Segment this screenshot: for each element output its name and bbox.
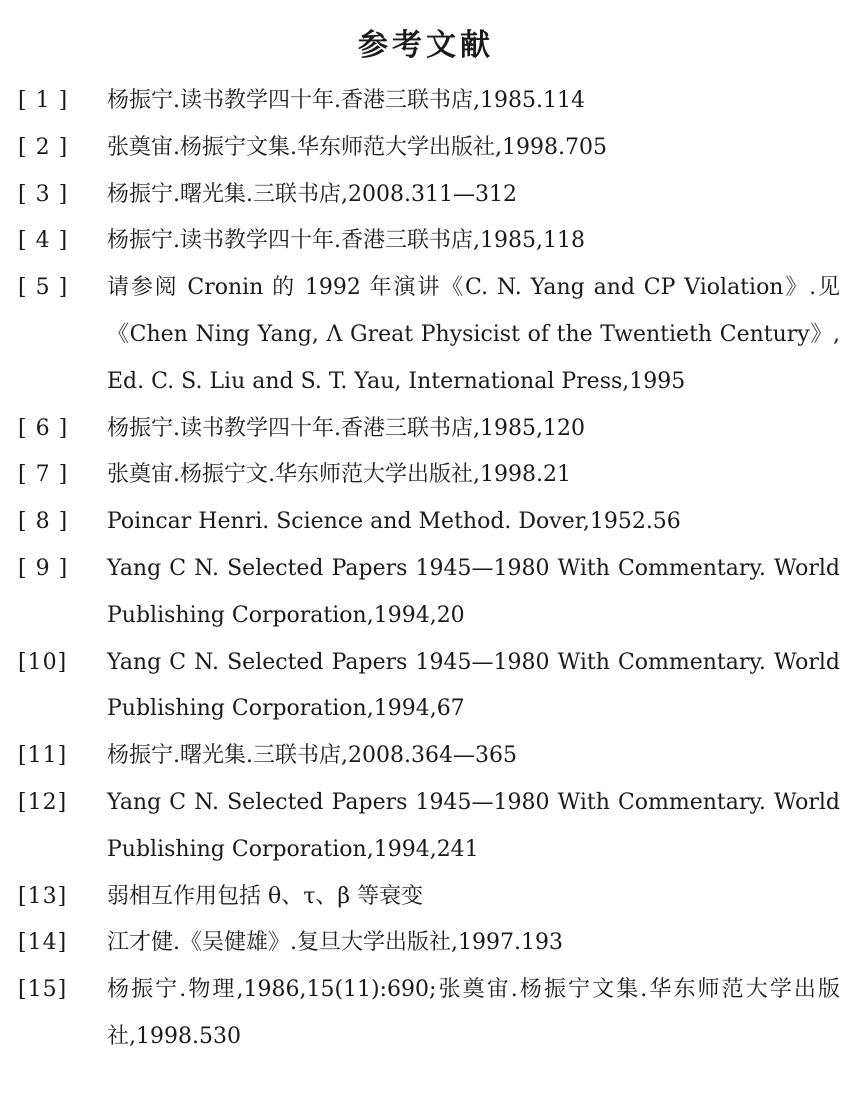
reference-number: [ 4 ] [18,228,69,254]
reference-number: [15] [18,977,68,1003]
reference-number: [ 1 ] [18,88,69,113]
reference-number: [13] [18,883,68,909]
reference-number: [12] [18,789,68,815]
reference-item [0,546,852,640]
reference-text: Yang C N. Selected Papers 1945—1980 With Commentary. World Publishing Corporation,1994,20 [107,555,840,628]
reference-number: [ 9 ] [18,555,69,581]
page-title: 参考文献 [358,28,494,63]
reference-text: 杨振宁.物理,1986,15(11):690;张奠宙.杨振宁文集.华东师范大学出版社,1998.530 [107,977,840,1049]
reference-text: Poincar Henri. Science and Method. Dover,1952.56 [107,509,681,535]
reference-item [0,218,852,265]
reference-text: Yang C N. Selected Papers 1945—1980 With Commentary. World Publishing Corporation,1994,67 [107,649,840,722]
reference-item [0,452,852,499]
reference-item [0,967,852,1061]
reference-text: 杨振宁.读书教学四十年.香港三联书店,1985.114 [107,88,585,113]
reference-number: [10] [18,649,68,675]
reference-number: [ 7 ] [18,462,69,488]
reference-text: 张奠宙.杨振宁文.华东师范大学出版社,1998.21 [107,462,571,488]
reference-item [0,172,852,219]
reference-list [0,78,852,1061]
reference-text: 杨振宁.曙光集.三联书店,2008.311—312 [107,181,517,207]
reference-item [0,125,852,172]
reference-number: [11] [18,743,68,769]
reference-text: 张奠宙.杨振宁文集.华东师范大学出版社,1998.705 [107,134,607,160]
reference-item [0,78,852,125]
reference-number: [ 3 ] [18,181,69,207]
reference-text: Yang C N. Selected Papers 1945—1980 With Commentary. World Publishing Corporation,1994,241 [107,789,840,862]
reference-item [0,733,852,780]
reference-text: 江才健.《吴健雄》.复旦大学出版社,1997.193 [107,930,563,956]
reference-item [0,406,852,453]
reference-number: [ 6 ] [18,415,69,441]
reference-item [0,499,852,546]
reference-text: 请参阅 Cronin 的 1992 年演讲《C. N. Yang and CP Violation》.见《Chen Ning Yang, Λ Great Physicist of the Twentieth Century》, Ed. C. S. Liu and S. T. Yau, International Press,1995 [107,275,840,394]
reference-item [0,780,852,874]
reference-item [0,265,852,405]
reference-item [0,640,852,734]
reference-text: 杨振宁.读书教学四十年.香港三联书店,1985,120 [107,415,585,441]
reference-number: [ 2 ] [18,134,69,160]
reference-text: 弱相互作用包括 θ、τ、β 等衰变 [107,883,424,909]
reference-number: [ 8 ] [18,509,69,535]
reference-number: [ 5 ] [18,275,69,301]
reference-item [0,874,852,921]
reference-item [0,920,852,967]
reference-number: [14] [18,930,68,956]
reference-text: 杨振宁.曙光集.三联书店,2008.364—365 [107,743,517,769]
reference-text: 杨振宁.读书教学四十年.香港三联书店,1985,118 [107,228,585,254]
